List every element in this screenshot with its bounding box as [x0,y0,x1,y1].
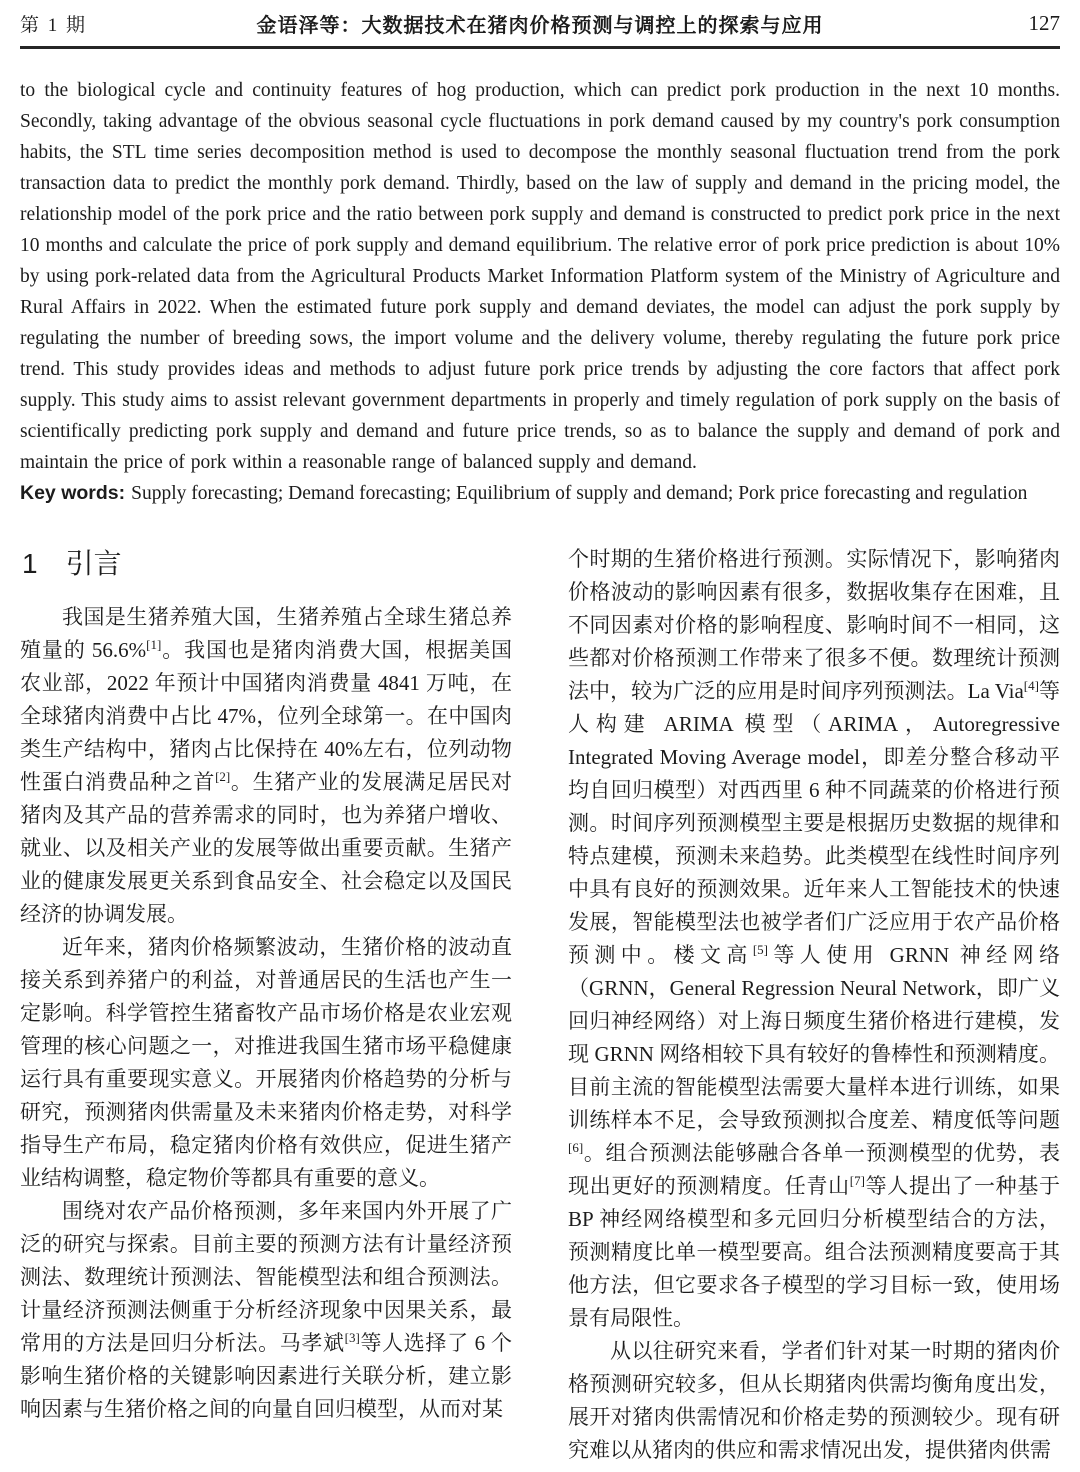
keywords-line [20,478,1060,509]
body-paragraph [568,543,1060,1335]
citation-ref: [5] [752,942,768,957]
text-run: 。组合预测法能够融合各单一预测模型的优势，表现出更好的预测精度。任青山 [568,1141,1060,1198]
section-heading [22,547,512,581]
citation-ref: [3] [344,1330,360,1345]
text-run: 。生猪产业的发展满足居民对猪肉及其产品的营养需求的同时，也为养猪户增收、就业、以及相关产业的发展等做出重要贡献。生猪产业的健康发展更关系到食品安全、社会稳定以及国民经济的协调发展。 [20,770,513,926]
citation-ref: [7] [849,1173,865,1188]
section-title: 引言 [65,548,122,579]
citation-ref: [2] [215,769,231,784]
right-column [568,543,1060,1467]
issue-label: 第 1 期 [20,15,88,36]
text-run: 个时期的生猪价格进行预测。实际情况下，影响猪肉价格波动的影响因素有很多，数据收集存在困难，且不同因素对价格的影响程度、影响时间不一相同，这些都对价格预测工作带来了很多不便。数理统计预测法中，较为广泛的应用是时间序列预测法。La Via [568,547,1060,703]
two-column-body [20,543,1060,1467]
body-paragraph [20,931,512,1195]
left-column-paragraphs [20,601,512,1426]
body-paragraph [20,601,512,931]
right-column-paragraphs [568,543,1060,1467]
section-number: 1 [22,548,38,579]
running-head-title: 金语泽等：大数据技术在猪肉价格预测与调控上的探索与应用 [256,15,824,37]
body-paragraph [568,1335,1060,1467]
text-run: 等人使用 GRNN 神经网络（GRNN，General Regression Neural Network，即广义回归神经网络）对上海日频度生猪价格进行建模，发现 GRNN 网络相较下具有较好的鲁棒性和预测精度。目前主流的智能模型法需要大量样本进行训练，如果训练样本不足，会导致预测拟合度差、精度低等问题 [568,943,1061,1132]
keywords-label: Key words: [20,482,126,504]
text-run: 近年来，猪肉价格频繁波动，生猪价格的波动直接关系到养猪户的利益，对普通居民的生活也产生一定影响。科学管控生猪畜牧产品市场价格是农业宏观管理的核心问题之一，对推进我国生猪市场平稳健康运行具有重要现实意义。开展猪肉价格趋势的分析与研究，预测猪肉供需量及未来猪肉价格走势，对科学指导生产布局，稳定猪肉价格有效供应，促进生猪产业结构调整，稳定物价等都具有重要的意义。 [20,935,512,1190]
text-run: 我国是生猪养殖大国，生猪养殖占全球生猪总养殖量的 56.6% [20,605,512,662]
page-number: 127 [1028,11,1060,35]
text-run: 等人选择了 6 个影响生猪价格的关键影响因素进行关联分析，建立影响因素与生猪价格之间的向量自回归模型，从而对某 [20,1331,513,1421]
citation-ref: [4] [1023,678,1039,693]
left-column [20,543,512,1467]
keywords-text: Supply forecasting; Demand forecasting; Equilibrium of supply and demand; Pork price forecasting and regulation [131,483,1028,504]
text-run: 从以往研究来看，学者们针对某一时期的猪肉价格预测研究较多，但从长期猪肉供需均衡角度出发，展开对猪肉供需情况和价格走势的预测较少。现有研究难以从猪肉的供应和需求情况出发，提供猪肉供需 [568,1339,1060,1462]
header-rule [20,46,1060,49]
text-run: 围绕对农产品价格预测，多年来国内外开展了广泛的研究与探索。目前主要的预测方法有计量经济预测法、数理统计预测法、智能模型法和组合预测法。计量经济预测法侧重于分析经济现象中因果关系，最常用的方法是回归分析法。马孝斌 [20,1199,512,1355]
citation-ref: [6] [568,1140,584,1155]
text-run: 。我国也是猪肉消费大国，根据美国农业部，2022 年预计中国猪肉消费量 4841 万吨，在全球猪肉消费中占比 47%，位列全球第一。在中国肉类生产结构中，猪肉占比保持在 40%左右，位列动物性蛋白消费品种之首 [20,638,512,794]
text-run: 等人构建 ARIMA 模型（ARIMA，Autoregressive Integrated Moving Average model，即差分整合移动平均自回归模型）对西西里 6 种不同蔬菜的价格进行预测。时间序列预测模型主要是根据历史数据的规律和特点建模，预测未来趋势。此类模型在线性时间序列中具有良好的预测效果。近年来人工智能技术的快速发展，智能模型法也被学者们广泛应用于农产品价格预测中。楼文高 [568,679,1061,967]
citation-ref: [1] [146,637,162,652]
running-head [20,0,1060,46]
abstract-section [20,75,1060,509]
body-paragraph [20,1195,512,1426]
abstract-text: to the biological cycle and continuity features of hog production, which can predict pork production in the next 10 months. Secondly, taking advantage of the obvious seasonal cycle fluctuations in pork demand caused by my country's pork consumption habits, the STL time series decomposition method is used to decompose the monthly seasonal fluctuation trend from the pork transaction data to predict the monthly pork demand. Thirdly, based on the law of supply and demand in the pricing model, the relationship model of the pork price and the ratio between pork supply and demand is constructed to predict pork price in the next 10 months and calculate the price of pork supply and demand equilibrium. The relative error of pork price prediction is about 10% by using pork-related data from the Agricultural Products Market Information Platform system of the Ministry of Agriculture and Rural Affairs in 2022. When the estimated future pork supply and demand deviates, the model can adjust the pork supply by regulating the number of breeding sows, the import volume and the delivery volume, thereby regulating the future pork price trend. This study provides ideas and methods to adjust future pork price trends by adjusting the core factors that affect pork supply. This study aims to assist relevant government departments in properly and timely regulation of pork supply on the basis of scientifically predicting pork supply and demand and future price trends, so as to balance the supply and demand of pork and maintain the price of pork within a reasonable range of balanced supply and demand. [20,80,1060,473]
text-run: 等人提出了一种基于 BP 神经网络模型和多元回归分析模型结合的方法，预测精度比单一模型要高。组合法预测精度要高于其他方法，但它要求各子模型的学习目标一致，使用场景有局限性。 [568,1174,1061,1330]
